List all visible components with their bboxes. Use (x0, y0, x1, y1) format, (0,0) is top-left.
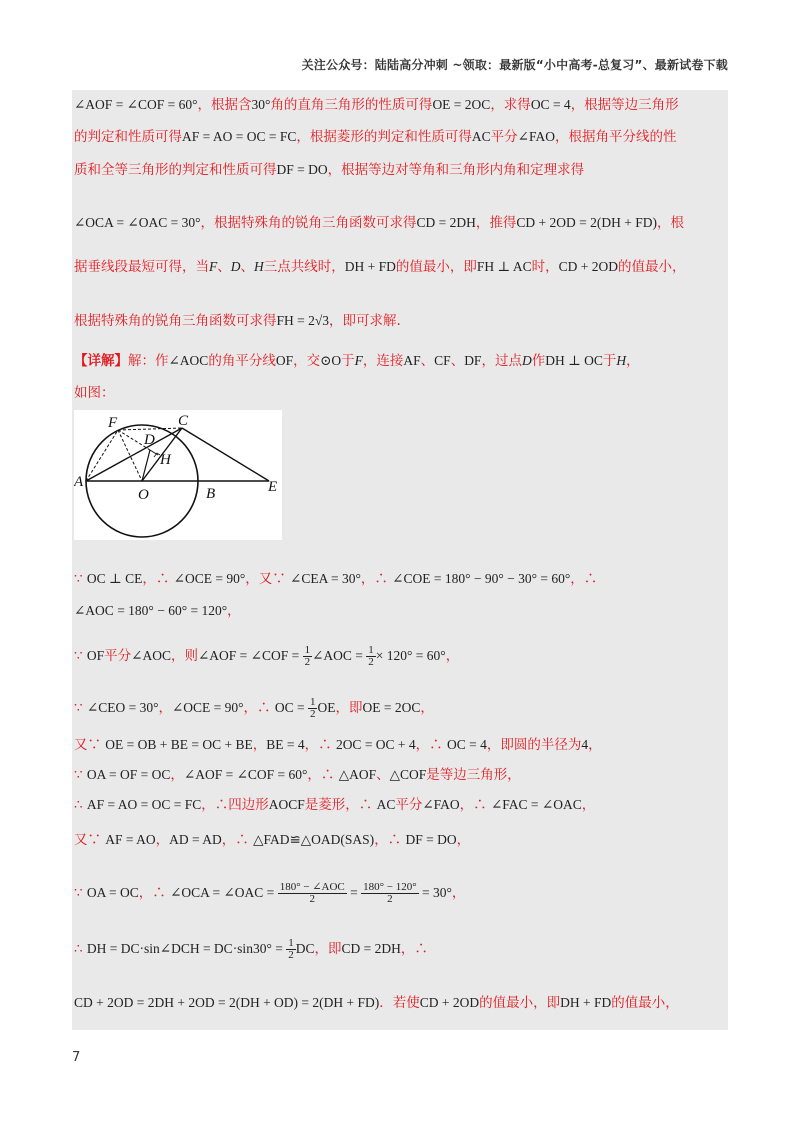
math: ∠OCE = 90° (171, 700, 244, 715)
text: ， (588, 737, 602, 753)
text: 又∵ (74, 832, 106, 848)
analysis-line-1 (74, 96, 679, 114)
step-1 (74, 570, 597, 588)
math: BE = 4 (266, 737, 305, 752)
step-9 (74, 882, 465, 905)
math: CD + 2OD (419, 995, 480, 1010)
text: ．若使 (379, 995, 420, 1011)
math: ∠CEA = 30° (290, 571, 361, 586)
numerator: 180° − ∠AOC (279, 881, 345, 893)
text: ，∴ (360, 571, 393, 587)
math: = (346, 885, 362, 900)
text: ∵ (74, 700, 87, 716)
text: ∴ (74, 941, 87, 957)
math: F (209, 259, 218, 274)
detail-line-2 (74, 384, 115, 402)
text: 质和全等三角形的判定和性质可得 (74, 162, 277, 178)
analysis-line-6 (74, 312, 401, 330)
text: 又∵ (74, 737, 106, 753)
line-fo (118, 430, 142, 481)
text: ， (252, 737, 267, 753)
denominator: 2 (288, 949, 294, 961)
math: OC = 4 (446, 737, 487, 752)
math: ∠OCA = ∠OAC = (170, 885, 278, 900)
math: AF = AO (105, 832, 156, 847)
text: ，根据等边三角形 (570, 97, 679, 113)
math: △COF (389, 767, 427, 782)
analysis-line-3 (74, 161, 584, 179)
step-6 (74, 766, 521, 784)
text: ， (451, 885, 466, 901)
text: ，∴ (304, 737, 336, 753)
text: ，根据特殊角的锐角三角函数可求得 (200, 215, 417, 231)
math: CD = 2DH (341, 941, 401, 956)
math: D (230, 259, 241, 274)
label-a: A (74, 474, 84, 490)
math: 30° (251, 97, 271, 112)
math: AD = AD (169, 832, 222, 847)
text: 于 (602, 353, 617, 369)
text: 的判定和性质可得 (74, 129, 182, 145)
text: ，则 (170, 648, 198, 664)
text: 根据特殊角的锐角三角函数可求得 (74, 313, 277, 329)
label-f: F (108, 415, 118, 431)
math: FH = 2√3 (276, 313, 330, 328)
text: ， (456, 832, 471, 848)
text: ，连接 (362, 353, 404, 369)
label-h: H (160, 452, 171, 468)
denominator: 2 (309, 708, 316, 720)
text: ，求得 (490, 97, 531, 113)
math: DF = DO (405, 832, 457, 847)
math: ∠AOC (168, 353, 209, 368)
fraction (361, 882, 419, 905)
geometry-diagram (74, 410, 282, 540)
line-fc (118, 428, 182, 430)
text: ，根据菱形的判定和性质可得 (296, 129, 472, 145)
detail-line-1 (74, 352, 640, 370)
text: ，∴ (400, 941, 428, 957)
analysis-line-4 (74, 214, 684, 232)
text: ，推得 (475, 215, 517, 231)
math: OF (86, 648, 105, 663)
label-e: E (268, 479, 278, 495)
math: = 30° (418, 885, 452, 900)
math: ∠AOC = 180° − 60° = 120° (74, 603, 228, 618)
step-3 (74, 645, 459, 668)
math: ∠FAO (422, 797, 460, 812)
text: ，即 (314, 941, 342, 957)
math: ∠AOF = ∠COF = (197, 648, 303, 663)
label-b: B (206, 486, 216, 502)
text: 、 (450, 353, 465, 369)
text: ，∴ (243, 700, 275, 716)
math: OC ⊥ CE (86, 571, 143, 586)
math: OE = OB + BE = OC + BE (105, 737, 253, 752)
math: AF = AO = OC = FC (86, 797, 202, 812)
math: H (616, 353, 627, 368)
math: ⊙O (320, 353, 342, 368)
text: ，∴ (138, 885, 171, 901)
math: ∠COE = 180° − 90° − 30° = 60° (392, 571, 571, 586)
math: D (521, 353, 532, 368)
text: ∵ (74, 767, 87, 783)
text: ，∴ (570, 571, 598, 587)
math: OA = OF = OC (86, 767, 171, 782)
text: 、 (420, 353, 435, 369)
page-number: 7 (72, 1050, 81, 1065)
math: △FAD≌△OAD(SAS) (253, 832, 375, 847)
step-2 (74, 602, 241, 620)
numerator: 1 (288, 937, 294, 949)
math: ∠OCE = 90° (173, 571, 246, 586)
text: 于 (341, 353, 355, 369)
text: ，根据角平分线的性 (554, 129, 677, 145)
text: ， (420, 700, 434, 716)
text: ，∴ (307, 767, 339, 783)
text: 的值最小， (611, 995, 679, 1011)
math: △AOF (338, 767, 377, 782)
denominator: 2 (309, 893, 315, 905)
text: ，∴ (221, 832, 254, 848)
line-af (86, 430, 118, 481)
math: CD + 2OD = 2(DH + FD) (516, 215, 657, 230)
math: ∠FAC = ∠OAC (490, 797, 582, 812)
text: ∵ (74, 648, 87, 664)
math: F (354, 353, 363, 368)
line-dh (150, 450, 158, 455)
text: ，过点 (481, 353, 522, 369)
text: 、 (240, 259, 254, 275)
geometry-figure (74, 410, 282, 540)
label-d: D (144, 432, 155, 448)
text: 如图： (74, 385, 115, 401)
text: 、 (217, 259, 231, 275)
label-o: O (138, 487, 149, 503)
math: 2OC = OC + 4 (335, 737, 416, 752)
step-11 (74, 994, 679, 1012)
analysis-line-5 (74, 258, 685, 276)
math: DH = DC·sin∠DCH = DC·sin30° = (86, 941, 287, 956)
math: CD + 2OD = 2DH + 2OD = 2(DH + OD) = 2(DH + FD) (74, 995, 380, 1010)
math: OA = OC (86, 885, 139, 900)
fraction (278, 882, 347, 905)
math: AOCF (268, 797, 305, 812)
numerator: 180° − 120° (363, 881, 417, 893)
step-4 (74, 697, 434, 720)
text: ，即可求解. (329, 313, 401, 329)
text: ∴ (74, 797, 87, 813)
text: ，∴ (142, 571, 174, 587)
math: FH ⊥ AC (476, 259, 532, 274)
numerator: 1 (368, 644, 374, 656)
math: CD + 2OD (558, 259, 618, 274)
numerator: 1 (309, 696, 316, 708)
fraction (366, 645, 376, 668)
text: 的值最小， (617, 259, 686, 275)
denominator: 2 (304, 656, 311, 668)
text: ， (227, 603, 241, 619)
math: AF = AO = OC = FC (182, 129, 297, 144)
text: ，∴ (374, 832, 406, 848)
text: ∵ (74, 885, 87, 901)
text: ，又∵ (245, 571, 291, 587)
step-5 (74, 736, 602, 754)
text: 、 (376, 767, 390, 783)
math: OC = (274, 700, 308, 715)
text: ，∴ (459, 797, 491, 813)
fraction (303, 645, 313, 668)
text: ， (155, 832, 170, 848)
analysis-line-2 (74, 128, 676, 146)
text: ， (158, 700, 172, 716)
text: 据垂线段最短可得，当 (74, 259, 209, 275)
math: DC (295, 941, 315, 956)
text: ，即 (335, 700, 363, 716)
math: OE = 2OC (362, 700, 421, 715)
math: DF (464, 353, 482, 368)
numerator: 1 (304, 644, 311, 656)
math: OF (275, 353, 294, 368)
text: ，根 (656, 215, 684, 231)
step-8 (74, 831, 470, 849)
denominator: 2 (387, 893, 393, 905)
math: DH + FD (344, 259, 396, 274)
math: ∠OCA = ∠OAC = 30° (74, 215, 201, 230)
page-header: 关注公众号：陆陆高分冲刺 ~领取：最新版“小中高考-总复习”、最新试卷下载 (301, 58, 728, 72)
math: DH ⊥ OC (545, 353, 603, 368)
math: ∠FAO (517, 129, 555, 144)
text: ，∴ (415, 737, 447, 753)
text: ，即圆的半径为 (486, 737, 582, 753)
text: 时， (531, 259, 559, 275)
text: ，根据等边对等角和三角形内角和定理求得 (327, 162, 585, 178)
text: ， (170, 767, 184, 783)
text: ，交 (293, 353, 321, 369)
text: 三点共线时， (263, 259, 345, 275)
text: 平分 (395, 797, 423, 813)
math: OE = 2OC (432, 97, 491, 112)
math: DF = DO (276, 162, 328, 177)
text: 的角平分线 (208, 353, 276, 369)
text: 解：作 (128, 353, 169, 369)
math: × 120° = 60° (375, 648, 446, 663)
math: AF (403, 353, 421, 368)
fraction (286, 938, 296, 961)
label-c: C (178, 413, 189, 429)
text: ， (445, 648, 460, 664)
text: 是菱形，∴ (304, 797, 377, 813)
text: 平分 (104, 648, 132, 664)
math: ∠CEO = 30° (86, 700, 159, 715)
math: AC (471, 129, 491, 144)
math: OC = 4 (530, 97, 571, 112)
math: DH + FD (560, 995, 612, 1010)
math: H (254, 259, 264, 274)
text: ， (581, 797, 596, 813)
line-ce (182, 428, 269, 481)
math: ∠AOF = ∠COF = 60° (183, 767, 308, 782)
text: 作 (531, 353, 546, 369)
math: CF (434, 353, 451, 368)
math: 4 (581, 737, 589, 752)
text: 的值最小，即 (395, 259, 477, 275)
step-7 (74, 796, 595, 814)
text: ，∴四边形 (201, 797, 269, 813)
math: CD = 2DH (416, 215, 476, 230)
math: ∠AOC (131, 648, 171, 663)
math: ∠AOC = (312, 648, 367, 663)
math: ∠AOF = ∠COF = 60° (74, 97, 198, 112)
text: 的值最小，即 (479, 995, 561, 1011)
detail-tag: 【详解】 (74, 353, 128, 369)
text: 平分 (490, 129, 518, 145)
text: 角的直角三角形的性质可得 (270, 97, 433, 113)
math: OE (317, 700, 336, 715)
step-10 (74, 938, 428, 961)
math: AC (376, 797, 396, 812)
text: ，根据含 (197, 97, 252, 113)
text: 是等边三角形， (426, 767, 521, 783)
text: ， (626, 353, 640, 369)
denominator: 2 (368, 656, 374, 668)
text: ∵ (74, 571, 87, 587)
